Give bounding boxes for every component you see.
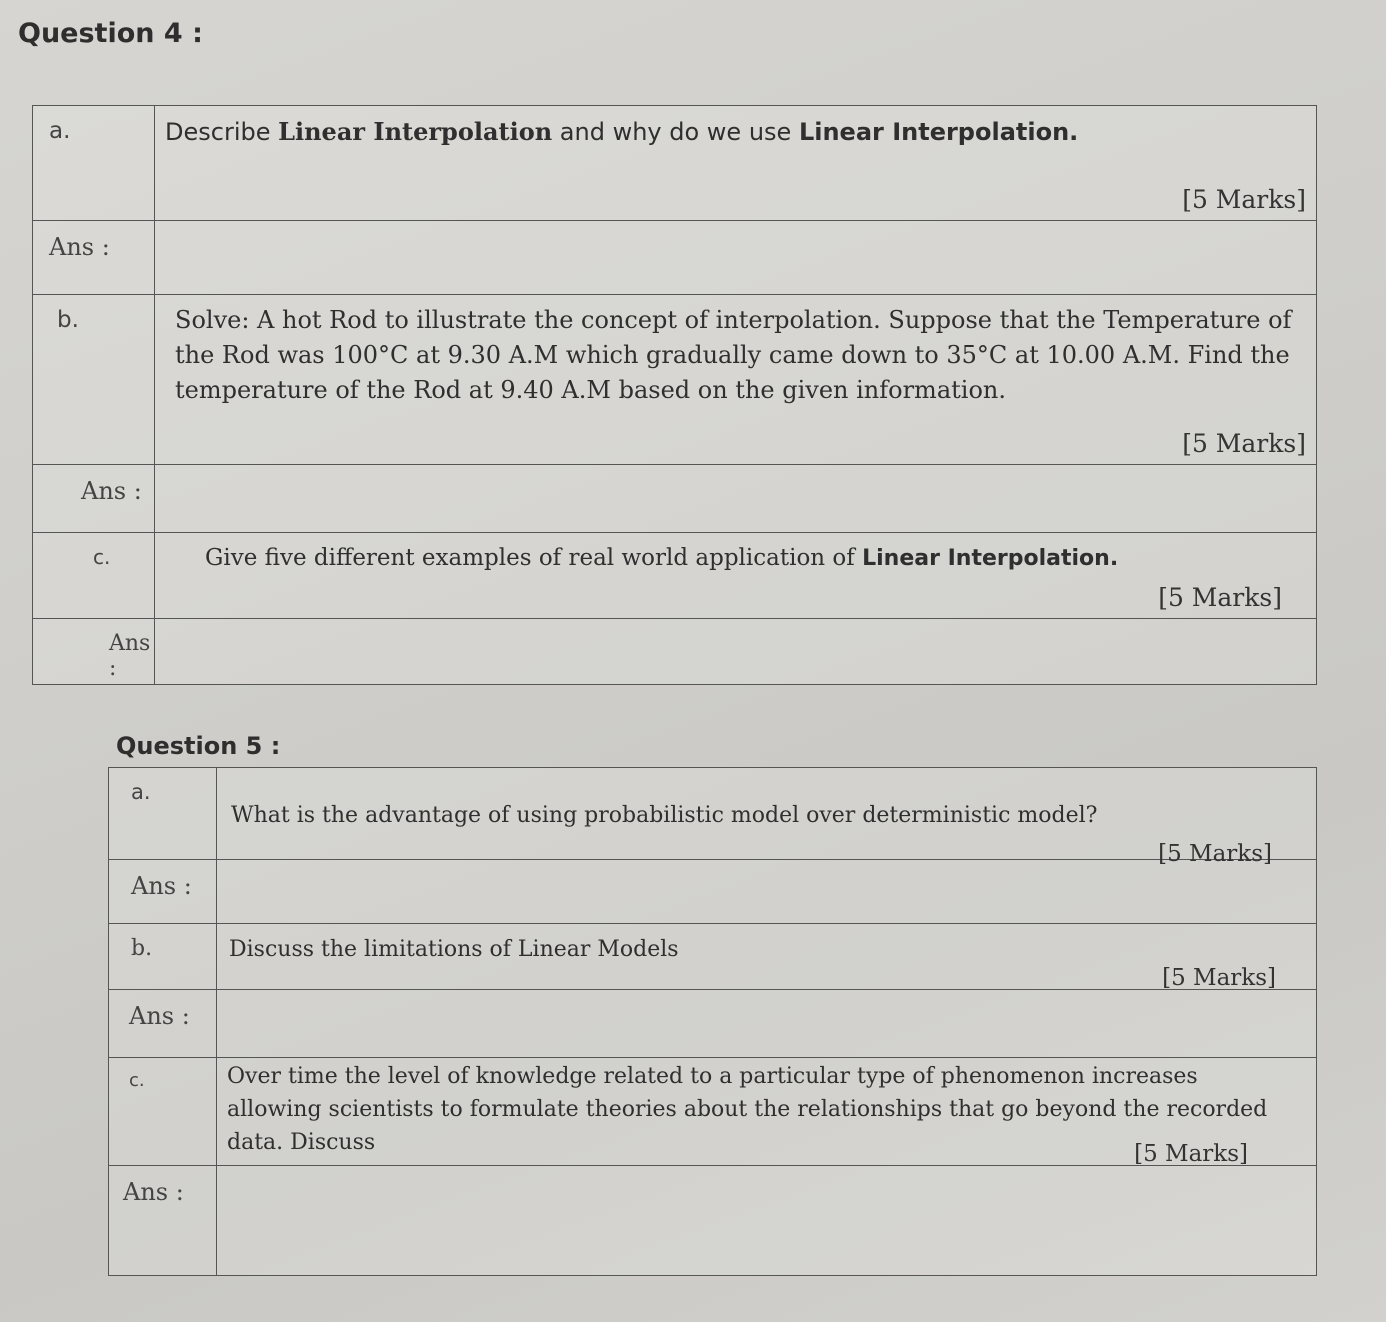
q4c-label: c. <box>33 533 155 619</box>
q4b-marks: [5 Marks] <box>1182 429 1306 458</box>
q4a-bold-term: Linear Interpolation. <box>798 118 1079 146</box>
q5a-question-cell <box>217 768 1317 867</box>
q5b-label: b. <box>109 924 217 990</box>
q5b-question-text: Discuss the limitations of Linear Models <box>229 937 679 962</box>
q4b-answer-row <box>33 465 1317 533</box>
q5b-ans-label: Ans : <box>109 990 217 1058</box>
q5c-question-cell <box>217 1058 1317 1166</box>
q4b-question-text: Solve: A hot Rod to illustrate the concept of interpolation. Suppose that the Temperature of the Rod was 100°C at 9.30 A.M which gradually came down to 35°C at 10.00 A.M. Find the temperature of the Rod at 9.40 A.M based on the given information. <box>175 306 1292 404</box>
q4b-label: b. <box>33 295 155 465</box>
q5a-answer-space[interactable] <box>217 860 1317 924</box>
q4c-row <box>33 533 1317 619</box>
q5b-answer-space[interactable] <box>217 990 1317 1058</box>
q4c-marks: [5 Marks] <box>1158 583 1282 612</box>
q5c-question-text: Over time the level of knowledge related to a particular type of phenomenon increases allowing scientists to formulate theories about the relationships that go beyond the recorded data. Discuss <box>227 1064 1268 1155</box>
q4a-marks: [5 Marks] <box>1182 185 1306 214</box>
q5c-answer-row <box>109 1166 1317 1276</box>
q4a-text-part: and why do we use <box>552 118 799 146</box>
q4b-ans-label: Ans : <box>33 465 155 533</box>
q5b-answer-row <box>109 990 1317 1058</box>
q5c-answer-space[interactable] <box>217 1166 1317 1276</box>
q5a-marks: [5 Marks] <box>1158 841 1272 867</box>
q4a-answer-row <box>33 221 1317 295</box>
q4c-answer-row <box>33 619 1317 685</box>
q4c-ans-label: Ans : <box>33 619 155 685</box>
q5c-ans-label: Ans : <box>109 1166 217 1276</box>
q5b-question-cell <box>217 924 1317 990</box>
q4c-text-part: Give five different examples of real world application of <box>205 545 863 571</box>
q5a-question-text: What is the advantage of using probabilistic model over deterministic model? <box>231 803 1098 828</box>
q5c-label: c. <box>109 1058 217 1166</box>
q5b-marks: [5 Marks] <box>1162 965 1276 991</box>
q5c-marks: [5 Marks] <box>1134 1141 1248 1167</box>
q5a-ans-label: Ans : <box>109 860 217 924</box>
question-5-table <box>108 767 1317 1276</box>
q4a-bold-term: Linear Interpolation <box>278 117 553 146</box>
q4c-question-text <box>155 533 1316 576</box>
q4b-answer-space[interactable] <box>155 465 1317 533</box>
q4c-question-cell <box>155 533 1317 619</box>
q4a-text-part: Describe <box>165 118 279 146</box>
q4a-ans-label: Ans : <box>33 221 155 295</box>
q5b-row <box>109 924 1317 990</box>
q5a-row <box>109 768 1317 860</box>
q4b-question-cell <box>155 295 1317 465</box>
question-4-table <box>32 105 1317 685</box>
q5a-label: a. <box>109 768 217 860</box>
q4b-row <box>33 295 1317 465</box>
question-5-heading: Question 5 : <box>116 732 281 760</box>
question-4-heading: Question 4 : <box>18 18 203 49</box>
q4a-question-cell <box>155 106 1317 221</box>
q4c-answer-space[interactable] <box>155 619 1317 685</box>
q5a-answer-row <box>109 860 1317 924</box>
q4a-question-text <box>155 106 1316 150</box>
q5c-row <box>109 1058 1317 1166</box>
q4c-bold-term: Linear Interpolation. <box>862 546 1119 571</box>
q4a-label: a. <box>33 106 155 221</box>
q4a-row <box>33 106 1317 221</box>
q4a-answer-space[interactable] <box>155 221 1317 295</box>
